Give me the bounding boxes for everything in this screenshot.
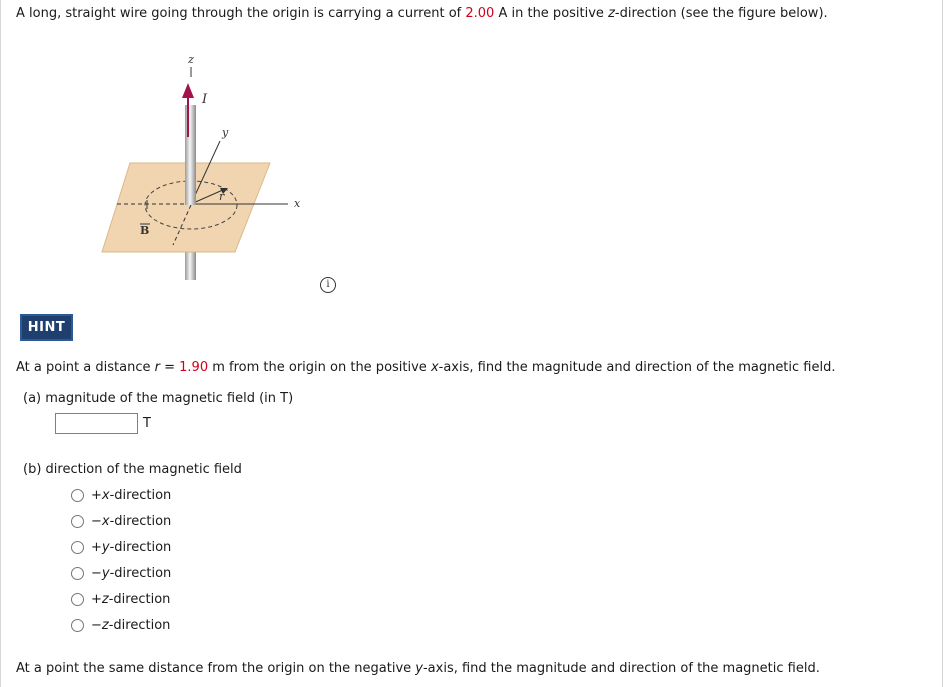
r-label: r [219,190,225,203]
b-label: B [140,224,150,237]
unit-label: T [143,416,151,431]
magnitude-input[interactable] [55,413,138,434]
current-label: I [202,92,208,107]
radio-button[interactable] [71,515,84,528]
current-arrowhead [182,83,194,98]
question-2: At a point the same distance from the origin on the negative y-axis, find the magnitude and direction of the magnetic field. [16,661,820,676]
radio-button[interactable] [71,567,84,580]
part-b-label: (b) direction of the magnetic field [23,462,242,477]
question-1: At a point a distance r = 1.90 m from the origin on the positive x-axis, find the magnitude and direction of the magnetic field. [16,360,836,375]
option-plus-y[interactable]: + y -direction [71,539,171,555]
wire-figure [95,45,305,290]
option-plus-x[interactable]: + x -direction [71,487,171,503]
radio-button[interactable] [71,619,84,632]
option-plus-z[interactable]: + z -direction [71,591,170,607]
option-minus-z[interactable]: − z -direction [71,617,170,633]
info-icon[interactable]: i [320,277,336,293]
option-minus-x[interactable]: − x -direction [71,513,171,529]
radio-button[interactable] [71,541,84,554]
wire-upper [185,105,196,205]
radio-button[interactable] [71,489,84,502]
problem-statement: A long, straight wire going through the origin is carrying a current of 2.00 A in the positive z-direction (see the figure below). [16,6,828,21]
radio-button[interactable] [71,593,84,606]
part-a-label: (a) magnitude of the magnetic field (in T) [23,391,294,406]
page-border-left [0,0,1,687]
distance-value: 1.90 [179,360,209,375]
current-value: 2.00 [465,6,495,21]
y-label: y [222,126,229,139]
z-label: z [188,53,194,66]
x-label: x [294,197,301,210]
hint-button[interactable]: HINT [20,314,73,341]
option-minus-y[interactable]: − y -direction [71,565,171,581]
